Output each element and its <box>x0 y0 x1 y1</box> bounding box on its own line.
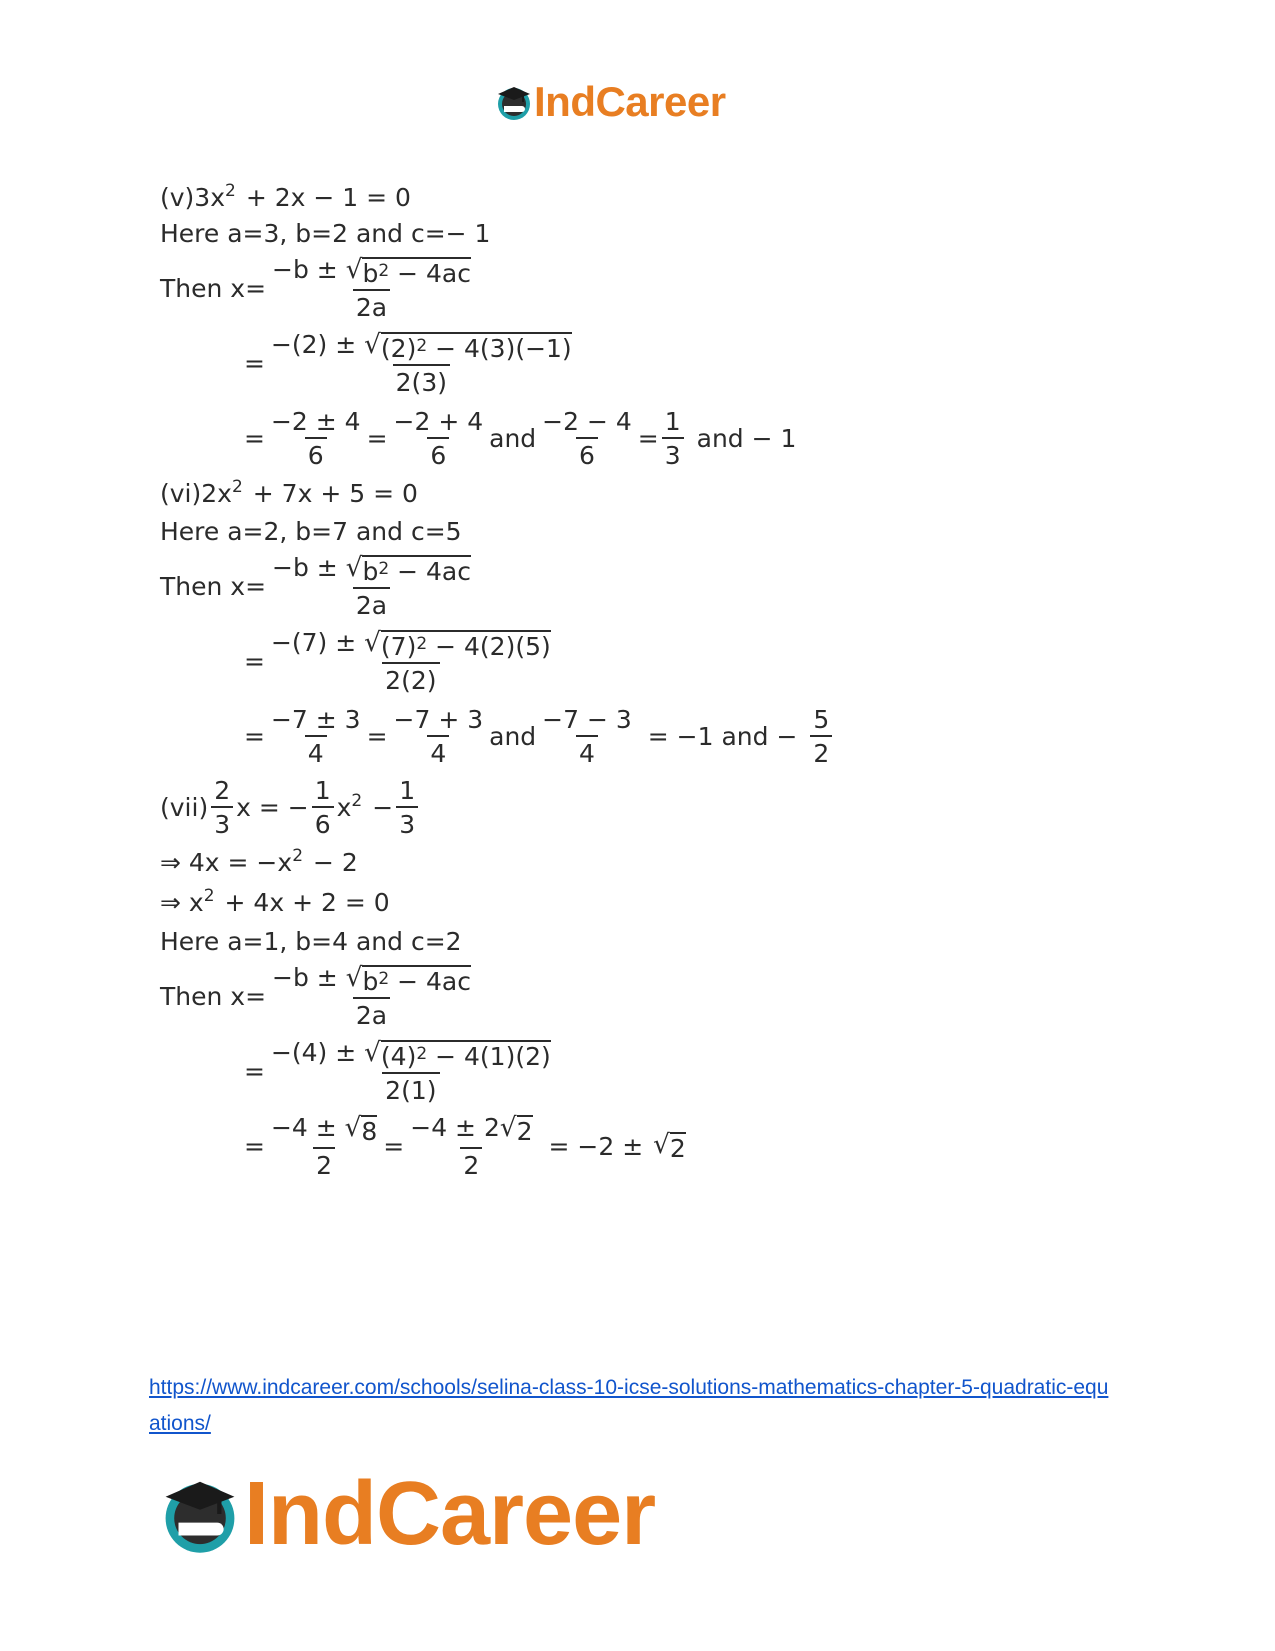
problem-v-formula: Then x= −b ± √ $b^2 - 4ac$ 2a <box>160 254 471 322</box>
problem-vii-result: = −4 ± √ 8 2 = −4 ± 2 √ 2 2 = −2 ± √ 2 <box>244 1112 686 1180</box>
problem-vi-equation: (vi)2x $^2$ + 7x + 5 = 0 <box>160 476 418 508</box>
problem-v-coefficients: Here a=3, b=2 and c=− 1 <box>160 218 491 248</box>
problem-vii-step-2: ⇒ x $^2$ + 4x + 2 = 0 <box>160 885 390 917</box>
problem-vii-coefficients: Here a=1, b=4 and c=2 <box>160 926 462 956</box>
problem-v-substitution: = −(2) ± √ $(2)^2 - 4(3)(-1)$ 2(3) <box>244 329 572 397</box>
problem-vi-result: = $\frac{-7 \pm 3}{4}$ = $\frac{-7 + 3}{4}$ and $\frac{-7 - 3}{4}$ = −1 and − $\frac{5}{2}$ <box>160 700 835 772</box>
graduation-cap-icon <box>496 82 532 122</box>
source-link[interactable]: https://www.indcareer.com/schools/selina-class-10-icse-solutions-mathematics-chapter-5-quadratic-equations/ <box>149 1376 1109 1435</box>
problem-vii-formula: Then x= −b ± √ $b^2 - 4ac$ 2a <box>160 962 471 1030</box>
problem-v-equation: (v)3x $^2$ + 2x − 1 = 0 <box>160 180 411 212</box>
footer-logo <box>160 1464 655 1564</box>
problem-vii-equation: (vii) $\frac{2}{3}$ x = − $\frac{1}{6}$ x $^2$ − $\frac{1}{3}$ <box>160 772 835 842</box>
graduation-cap-icon <box>160 1471 240 1557</box>
math-solutions <box>160 180 835 1182</box>
footer-logo-text: IndCareer <box>244 1463 656 1564</box>
problem-vi-coefficients: Here a=2, b=7 and c=5 <box>160 516 462 546</box>
problem-v-result: = $\frac{-2 \pm 4}{6}$ = $\frac{-2 + 4}{6}$ and $\frac{-2 - 4}{6}$ = $\frac{1}{3}$ and − 1 <box>244 406 797 470</box>
problem-vi-formula: Then x= −b ± √ $b^2 - 4ac$ 2a <box>160 552 471 620</box>
problem-vi-substitution: = −(7) ± √ $(7)^2 - 4(2)(5)$ 2(2) <box>244 627 551 695</box>
header-logo-text: IndCareer <box>534 78 726 125</box>
problem-vii-step-1: ⇒ 4x = −x $^2$ − 2 <box>160 845 358 877</box>
problem-vii-substitution: = −(4) ± √ $(4)^2 - 4(1)(2)$ 2(1) <box>244 1037 551 1105</box>
header-logo <box>496 78 726 126</box>
